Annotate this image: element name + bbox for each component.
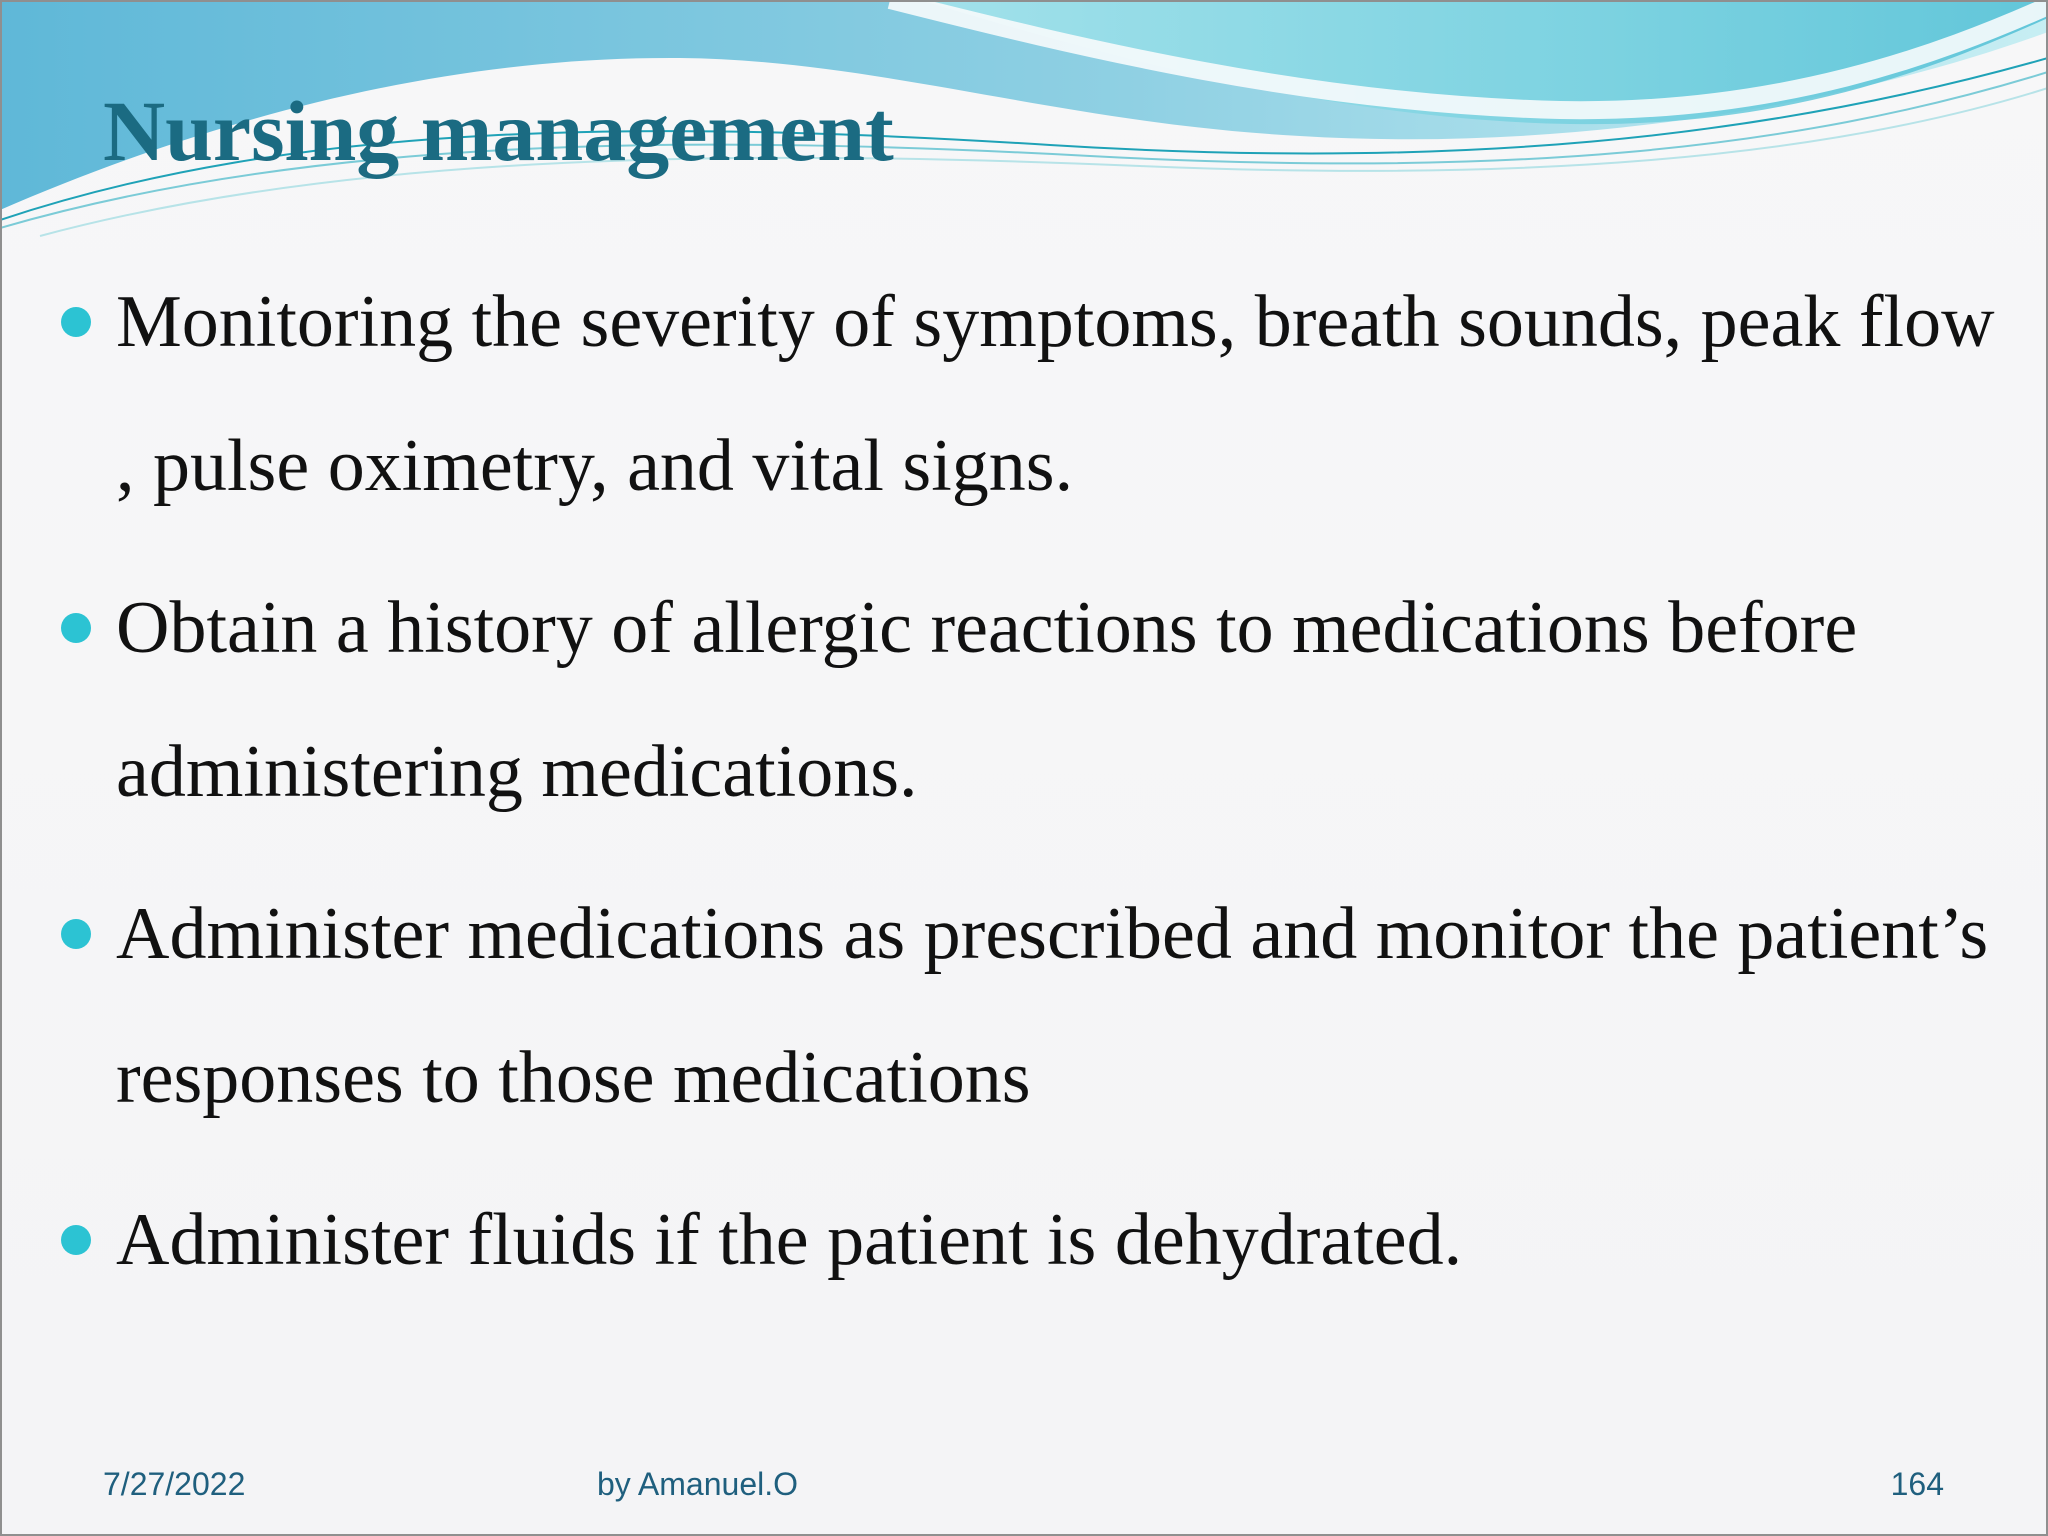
bullet-dot-icon xyxy=(61,1225,91,1255)
bullet-item xyxy=(0,1168,2048,1312)
bullet-text: Administer fluids if the patient is dehydrated. xyxy=(116,1199,1463,1281)
bullet-dot-icon xyxy=(61,307,91,337)
bullet-text: Obtain a history of allergic reactions to medications before administering medications. xyxy=(116,587,1858,813)
slide-title: Nursing management xyxy=(103,83,894,179)
bullet-item xyxy=(0,556,2048,844)
bullet-list xyxy=(0,250,2048,1330)
bullet-dot-icon xyxy=(61,613,91,643)
bullet-text: Monitoring the severity of symptoms, breath sounds, peak flow , pulse oximetry, and vital signs. xyxy=(116,281,1995,507)
bullet-dot-icon xyxy=(61,919,91,949)
slide-page-number: 164 xyxy=(1890,1466,1944,1502)
bullet-item xyxy=(0,250,2048,538)
footer-author: by Amanuel.O xyxy=(597,1466,798,1502)
bullet-item xyxy=(0,862,2048,1150)
bullet-text: Administer medications as prescribed and monitor the patient’s responses to those medications xyxy=(116,893,1989,1119)
footer-date: 7/27/2022 xyxy=(103,1466,246,1502)
